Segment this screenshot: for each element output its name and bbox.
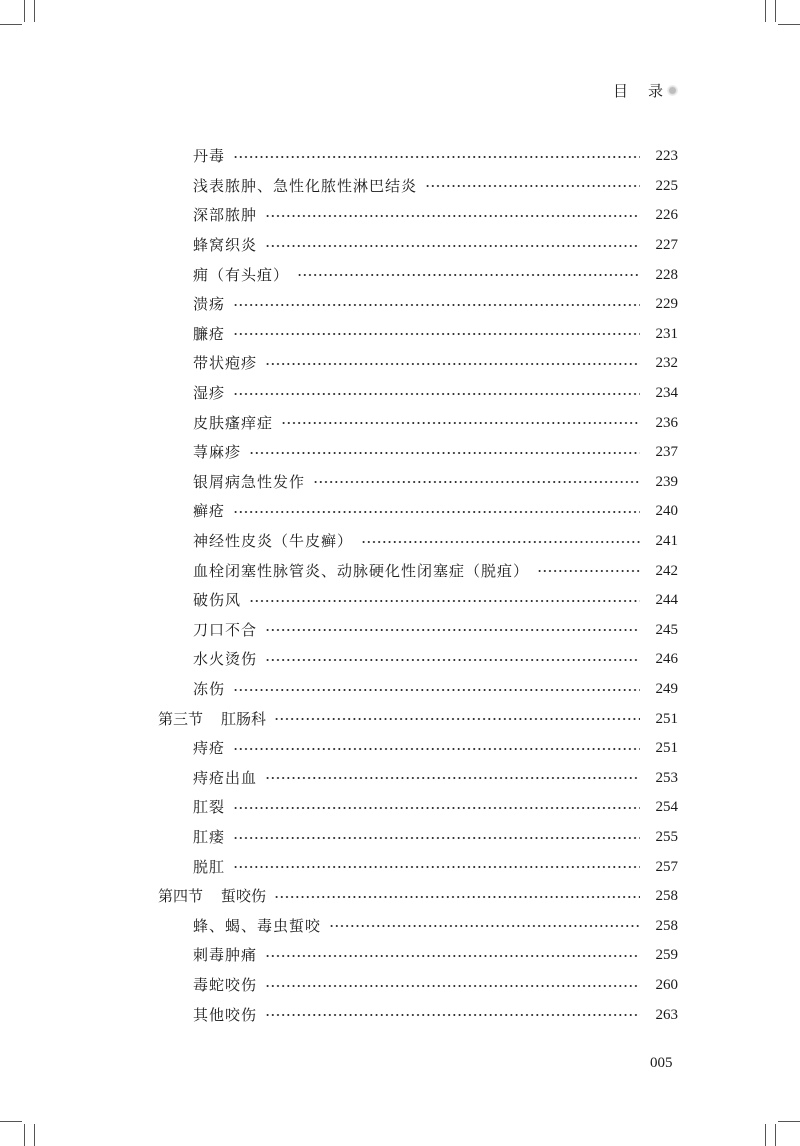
toc-entry-row[interactable]	[193, 823, 678, 853]
dot-leader	[265, 363, 640, 365]
toc-page-number: 227	[655, 237, 678, 254]
toc-entry-row[interactable]	[193, 142, 678, 172]
dot-leader	[233, 866, 640, 868]
toc-page-number: 234	[655, 385, 678, 402]
toc-entry-title: 皮肤瘙痒症	[193, 413, 274, 432]
toc-entry-row[interactable]	[193, 320, 678, 350]
toc-page-number: 254	[655, 799, 678, 816]
toc-page-number: 228	[655, 266, 678, 283]
crop-mark	[778, 1121, 800, 1122]
header-char: 录	[647, 82, 663, 100]
dot-leader	[233, 748, 640, 750]
toc-entry-row[interactable]	[193, 586, 678, 616]
dot-leader	[249, 600, 640, 602]
page-number: 005	[650, 1055, 673, 1071]
crop-mark	[34, 1124, 35, 1146]
dot-leader	[265, 985, 640, 987]
toc-entry-row[interactable]	[193, 172, 678, 202]
dot-leader	[265, 1014, 640, 1016]
dot-leader	[249, 452, 640, 454]
toc-entry-title: 痔疮出血	[193, 768, 258, 787]
toc-entry-title: 臁疮	[193, 324, 226, 343]
toc-entry-title: 银屑病急性发作	[193, 472, 306, 491]
toc-section-row[interactable]	[158, 882, 678, 912]
toc-entry-title: 刺毒肿痛	[193, 946, 258, 965]
toc-page-number: 236	[655, 414, 678, 431]
toc-entry-title: 蜂、蝎、毒虫蜇咬	[193, 916, 322, 935]
toc-entry-title: 破伤风	[193, 591, 242, 610]
toc-entry-row[interactable]	[193, 675, 678, 705]
toc-page-number: 244	[655, 592, 678, 609]
toc-entry-title: 带状疱疹	[193, 354, 258, 373]
toc-entry-row[interactable]	[193, 556, 678, 586]
dot-leader	[233, 333, 640, 335]
toc-page-number: 260	[655, 977, 678, 994]
toc-entry-row[interactable]	[193, 527, 678, 557]
crop-mark	[775, 1124, 776, 1146]
dot-leader	[265, 955, 640, 957]
toc-entry-title: 痈（有头疽）	[193, 265, 290, 284]
toc-entry-title: 刀口不合	[193, 620, 258, 639]
dot-leader	[361, 541, 640, 543]
toc-page-number: 251	[655, 710, 678, 727]
dot-leader	[281, 422, 640, 424]
crop-mark	[24, 1124, 25, 1146]
dot-leader	[297, 274, 640, 276]
toc-entry-row[interactable]	[193, 645, 678, 675]
toc-entry-title: 蜂窝织炎	[193, 236, 258, 255]
dot-leader	[233, 393, 640, 395]
toc-entry-row[interactable]	[193, 497, 678, 527]
dot-leader	[537, 570, 640, 572]
toc-entry-row[interactable]	[193, 734, 678, 764]
toc-entry-title: 深部脓肿	[193, 206, 258, 225]
toc-entry-title: 神经性皮炎（牛皮癣）	[193, 532, 354, 551]
toc-entry-title: 癣疮	[193, 502, 226, 521]
toc-entry-title: 湿疹	[193, 384, 226, 403]
toc-page-number: 242	[655, 562, 678, 579]
toc-entry-row[interactable]	[193, 971, 678, 1001]
dot-leader	[274, 896, 640, 898]
dot-leader	[265, 215, 640, 217]
crop-mark	[0, 1121, 22, 1122]
toc-entry-row[interactable]	[193, 616, 678, 646]
crop-mark	[34, 0, 35, 22]
toc-entry-title: 脱肛	[193, 857, 226, 876]
toc-entry-row[interactable]	[193, 290, 678, 320]
toc-page-number: 226	[655, 207, 678, 224]
running-header	[613, 80, 678, 101]
toc-entry-row[interactable]	[193, 1000, 678, 1030]
toc-page-number: 239	[655, 473, 678, 490]
toc-entry-row[interactable]	[193, 912, 678, 942]
toc-page-number: 251	[655, 740, 678, 757]
toc-page-number: 237	[655, 444, 678, 461]
toc-page-number: 258	[655, 888, 678, 905]
toc-entry-title: 溃疡	[193, 295, 226, 314]
toc-entry-row[interactable]	[193, 201, 678, 231]
dot-leader	[233, 511, 640, 513]
toc-entry-title: 血栓闭塞性脉管炎、动脉硬化性闭塞症（脱疽）	[193, 561, 530, 580]
toc-entry-row[interactable]	[193, 231, 678, 261]
toc-page-number: 246	[655, 651, 678, 668]
dot-leader	[265, 777, 640, 779]
dot-leader	[233, 807, 640, 809]
dot-leader	[265, 659, 640, 661]
toc-section-row[interactable]	[158, 704, 678, 734]
toc-section-name: 蜇咬伤	[221, 887, 267, 906]
toc-entry-row[interactable]	[193, 260, 678, 290]
toc-entry-title: 毒蛇咬伤	[193, 976, 258, 995]
toc-page-number: 258	[655, 917, 678, 934]
toc-page-number: 231	[655, 325, 678, 342]
toc-entry-row[interactable]	[193, 468, 678, 498]
toc-page-number: 245	[655, 621, 678, 638]
toc-entry-row[interactable]	[193, 408, 678, 438]
toc-page-number: 249	[655, 681, 678, 698]
toc-entry-row[interactable]	[193, 379, 678, 409]
dot-leader	[274, 718, 640, 720]
toc-entry-title: 肛裂	[193, 798, 226, 817]
toc-entry-row[interactable]	[193, 852, 678, 882]
toc-section-name: 肛肠科	[221, 709, 267, 728]
toc-page-number: 232	[655, 355, 678, 372]
toc-page-number: 253	[655, 769, 678, 786]
dot-leader	[233, 156, 640, 158]
crop-mark	[775, 0, 776, 22]
crop-mark	[765, 1124, 766, 1146]
dot-leader	[265, 629, 640, 631]
toc-page-number: 263	[655, 1006, 678, 1023]
dot-leader	[425, 185, 640, 187]
header-char: 目	[612, 82, 628, 100]
dot-leader	[329, 925, 640, 927]
crop-mark	[24, 0, 25, 22]
toc-entry-row[interactable]	[193, 941, 678, 971]
toc-entry-row[interactable]	[193, 349, 678, 379]
toc-entry-row[interactable]	[193, 793, 678, 823]
dot-leader	[313, 481, 640, 483]
crop-mark	[778, 24, 800, 25]
toc-page-number: 223	[655, 148, 678, 165]
toc-entry-title: 荨麻疹	[193, 443, 242, 462]
toc-page-number: 255	[655, 829, 678, 846]
toc-section-title	[158, 709, 267, 728]
toc-entry-title: 肛瘘	[193, 828, 226, 847]
toc-page-number: 257	[655, 858, 678, 875]
toc-entry-title: 水火烫伤	[193, 650, 258, 669]
toc-page-number: 240	[655, 503, 678, 520]
dot-leader	[233, 689, 640, 691]
toc-page-number: 259	[655, 947, 678, 964]
toc-section-title	[158, 889, 266, 904]
toc-entry-title: 痔疮	[193, 739, 226, 758]
toc-entry-title: 浅表脓肿、急性化脓性淋巴结炎	[193, 176, 418, 195]
crop-mark	[0, 24, 22, 25]
toc-section-label: 第三节	[158, 709, 204, 728]
crop-mark	[765, 0, 766, 22]
dot-leader	[265, 245, 640, 247]
toc-entry-title: 其他咬伤	[193, 1005, 258, 1024]
toc-page-number: 225	[655, 177, 678, 194]
dot-leader	[233, 304, 640, 306]
toc-page-number: 229	[655, 296, 678, 313]
toc-page-number: 241	[655, 533, 678, 550]
dot-leader	[233, 837, 640, 839]
header-ornament	[667, 85, 678, 96]
toc-entry-title: 丹毒	[193, 147, 226, 166]
toc-section-label: 第四节	[158, 887, 204, 906]
toc-entry-title: 冻伤	[193, 680, 226, 699]
toc-entry-row[interactable]	[193, 764, 678, 794]
toc-entry-row[interactable]	[193, 438, 678, 468]
